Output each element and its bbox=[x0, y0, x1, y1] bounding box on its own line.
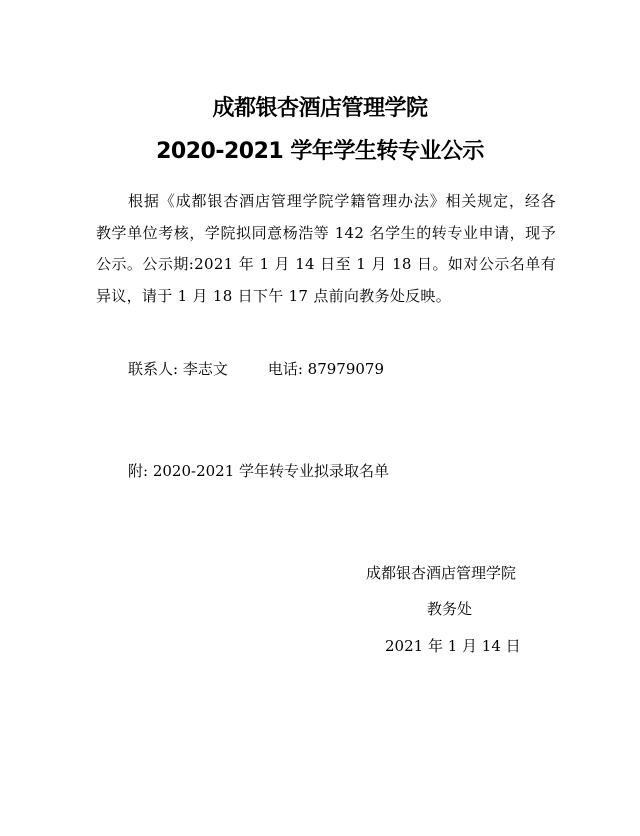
signature-organization: 成都银杏酒店管理学院 bbox=[366, 564, 517, 582]
document-title-line2: 2020-2021 学年学生转专业公示 bbox=[156, 139, 484, 164]
signature-date: 2021 年 1 月 14 日 bbox=[385, 637, 521, 655]
body-paragraph: 根据《成都银杏酒店管理学院学籍管理办法》相关规定，经各教学单位考核，学院拟同意杨浩等 142 名学生的转专业申请，现予公示。公示期:2021 年 1 月 14 日至 1 月 18 日。如对公示名单有异议，请于 1 月 18 日下午 17 点前向教务处反映。 bbox=[96, 192, 556, 305]
contact-person: 联系人: 李志文 bbox=[128, 360, 228, 378]
signature-department: 教务处 bbox=[427, 600, 473, 618]
contact-phone: 电话: 87979079 bbox=[267, 360, 384, 378]
document-title-line1: 成都银杏酒店管理学院 bbox=[212, 96, 428, 121]
contact-line bbox=[128, 355, 384, 383]
attachment-note: 附: 2020-2021 学年转专业拟录取名单 bbox=[128, 462, 390, 480]
